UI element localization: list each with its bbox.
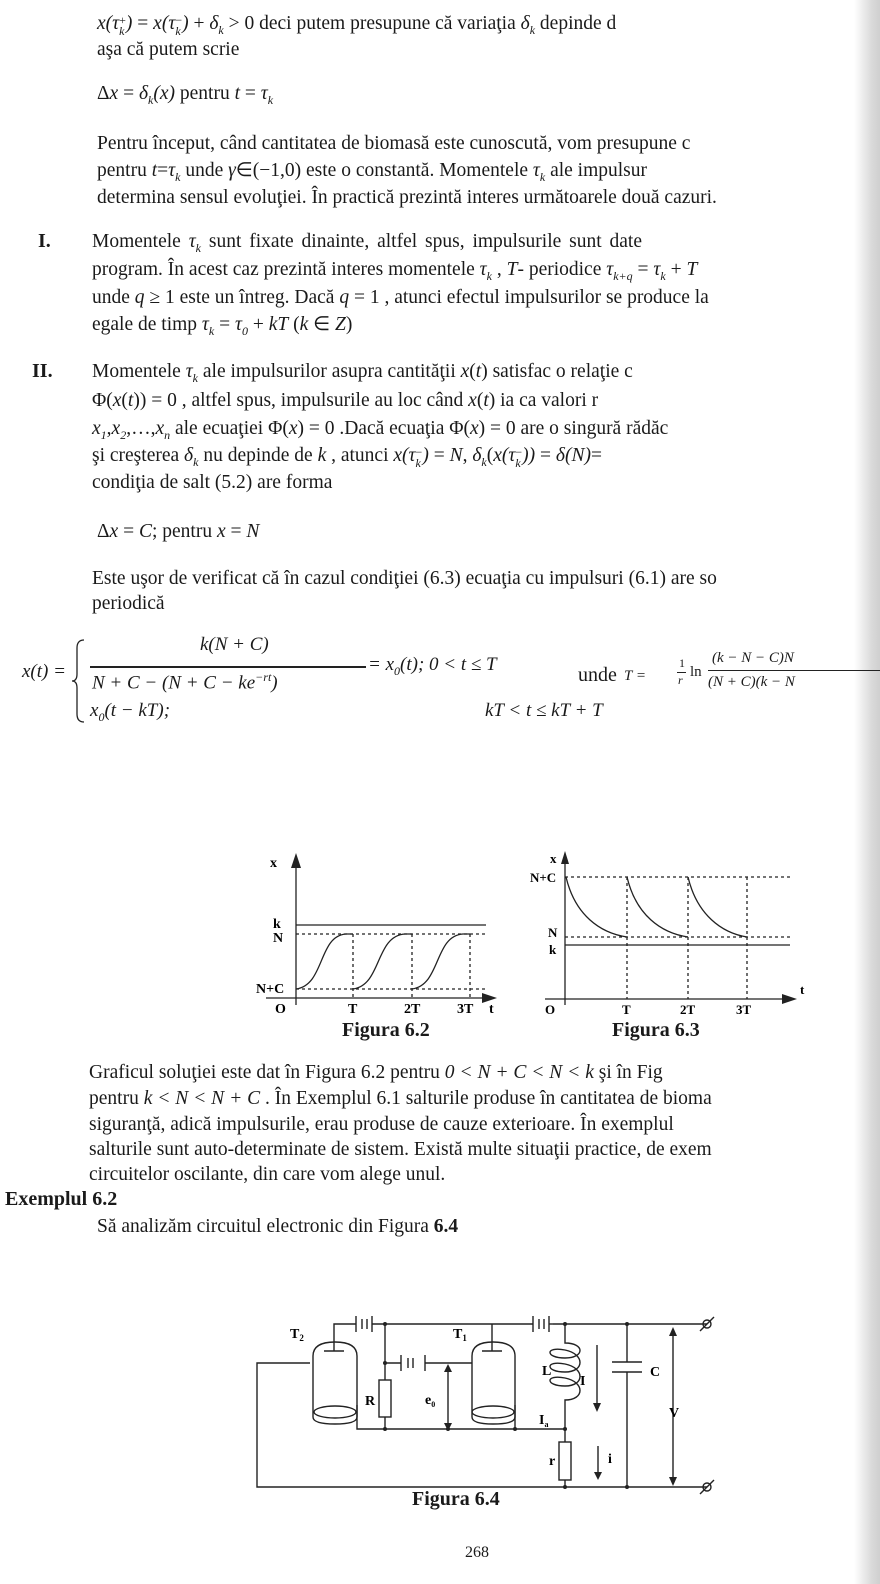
text-run: , [491, 259, 507, 280]
text-run: ,…, [126, 418, 156, 439]
text-run: + [665, 259, 687, 280]
math-symbol: )) [522, 445, 536, 466]
y-tick-NC: N+C [256, 982, 285, 997]
text-run: aşa că putem scrie [97, 39, 240, 60]
math-symbol: t [234, 83, 241, 104]
math-symbol: δ [520, 13, 530, 34]
fraction-bar [90, 666, 366, 668]
text-run: Δ [97, 83, 110, 104]
origin-label: O [545, 1002, 556, 1017]
text-line [92, 389, 598, 413]
text-run: pentru [89, 1088, 144, 1109]
subscript: 0 [241, 324, 248, 338]
solution-curve [688, 877, 747, 937]
formula-row2 [90, 700, 170, 725]
x-axis-arrow [782, 994, 797, 1004]
text-run: , atunci [326, 445, 394, 466]
math-symbol: (x) [153, 83, 176, 104]
label-T2: $T_2$ [290, 1327, 304, 1343]
math-symbol: t [483, 390, 489, 411]
text-run: ( [121, 390, 128, 411]
page-number: 268 [465, 1544, 489, 1561]
text-run: = [132, 13, 154, 34]
subscript: k [148, 93, 154, 107]
x-tick-2T: 2T [680, 1002, 696, 1017]
math-symbol: γ [228, 160, 236, 181]
equation-delta-x [97, 82, 273, 112]
period-ln: ln [690, 664, 702, 680]
math-symbol: τ [532, 160, 540, 181]
math-symbol: x(τ [493, 445, 516, 466]
text-run: ( [469, 361, 476, 382]
math-symbol: x [216, 521, 226, 542]
text-run: = 1 , atunci efectul impulsurilor se produce la [349, 287, 709, 308]
text-line [92, 230, 642, 260]
rhs-tail: (t); 0 < t ≤ T [400, 654, 497, 675]
text-run: sunt fixate dinainte, altfel spus, impulsurile sunt date [201, 231, 643, 252]
math-symbol: 0 < N + C < N < k [444, 1062, 594, 1083]
period-denominator: (N + C)(k − N [708, 674, 795, 690]
math-symbol: x [155, 418, 165, 439]
text-run: = [225, 521, 247, 542]
text-run: , [462, 445, 473, 466]
math-symbol: t [151, 160, 158, 181]
denominator-text: N + C − (N + C − ke [92, 672, 256, 694]
text-run: = [590, 445, 602, 466]
text-line [89, 1087, 712, 1111]
subscript: k [175, 170, 181, 184]
text-run: Δ [97, 521, 110, 542]
math-symbol: x [112, 390, 122, 411]
text-run: Pentru început, când cantitatea de biomasă este cunoscută, vom presupune c [97, 133, 691, 154]
math-symbol: τ [188, 231, 196, 252]
formula-row2-condition: kT < t ≤ kT + T [485, 700, 603, 721]
battery-top-right [533, 1316, 549, 1332]
subscript: n [164, 428, 171, 442]
text-run: )) = 0 , altfel spus, impulsurile au loc când [133, 390, 469, 411]
subscript: k [208, 324, 215, 338]
text-run: ale ecuaţiei Φ( [170, 418, 289, 439]
math-symbol: t [127, 390, 134, 411]
math-symbol: τ [201, 314, 209, 335]
formula-lhs: x(t) = [22, 661, 66, 682]
math-symbol: x [109, 521, 119, 542]
resistor-R [379, 1380, 391, 1417]
text-run: condiţia de salt (5.2) are forma [92, 472, 333, 493]
text-line [92, 258, 697, 288]
text-run: . În Exemplul 6.1 salturile produse în cantitatea de bioma [260, 1088, 712, 1109]
text-run: ( [486, 445, 494, 466]
subscript: k [486, 269, 492, 283]
x-tick-T: T [622, 1002, 631, 1017]
math-symbol: τ [479, 259, 487, 280]
math-symbol: kT [268, 314, 289, 335]
x-axis-label: t [489, 1002, 494, 1017]
label-r: r [549, 1454, 556, 1469]
math-symbol: δ(N) [555, 445, 591, 466]
x-axis-label: t [800, 982, 805, 997]
math-symbol: δ [472, 445, 482, 466]
formula-brace [70, 638, 86, 724]
subscript: k [267, 93, 274, 107]
text-run: pentru [97, 160, 152, 181]
text-run: determina sensul evoluţiei. În practică prezintă interes următoarele două cazuri. [97, 187, 717, 208]
text-line [92, 313, 352, 343]
math-symbol: τ [234, 314, 242, 335]
text-line [92, 286, 709, 310]
tube-T2 [313, 1342, 357, 1424]
text-run: Graficul soluţiei este dat în Figura 6.2 pentru [89, 1062, 445, 1083]
label-e0: $e_0$ [425, 1393, 436, 1409]
text-line [92, 360, 633, 390]
math-symbol: x [469, 418, 479, 439]
text-run: unde [180, 160, 229, 181]
math-symbol: N [246, 521, 260, 542]
capacitor-C [612, 1324, 642, 1487]
text-run: Este uşor de verificat că în cazul condiţiei (6.3) ecuaţia cu impulsuri (6.1) are so [92, 568, 717, 589]
case-label-1: I. [38, 230, 51, 252]
math-symbol: τ [185, 361, 193, 382]
text-run: Momentele [92, 361, 186, 382]
math-symbol: ) [422, 445, 429, 466]
text-line [92, 417, 668, 447]
battery-grid [401, 1355, 425, 1371]
text-line [97, 159, 647, 189]
text-run: program. În acest caz prezintă interes momentele [92, 259, 480, 280]
text-run: ≥ 1 este un întreg. Dacă [144, 287, 340, 308]
text-run: + [247, 314, 269, 335]
math-symbol: x(τ [393, 445, 416, 466]
resistor-r [559, 1442, 571, 1480]
text-run: ∈(−1,0) este o constantă. Momentele [235, 160, 533, 181]
text-line [89, 1138, 712, 1162]
text-run: Φ( [92, 390, 113, 411]
y-tick-k: k [273, 917, 281, 932]
text-run: ) = 0 are o singură rădăc [478, 418, 669, 439]
y-axis-arrow [291, 853, 301, 868]
y-tick-k: k [549, 942, 557, 957]
text-run: = [632, 259, 654, 280]
text-run: = [157, 160, 169, 181]
subscript: 2 [120, 428, 127, 442]
text-run: = [535, 445, 556, 466]
text-line [97, 132, 690, 156]
math-symbol: ) [125, 13, 133, 34]
math-symbol: x [109, 83, 119, 104]
math-symbol: δ [184, 445, 194, 466]
text-line [97, 38, 239, 62]
text-run: > 0 deci putem presupune că variaţia [223, 13, 521, 34]
subscript: k [195, 241, 201, 255]
period-numerator: (k − N − C)N [712, 650, 794, 666]
y-tick-NC: N+C [530, 870, 557, 885]
bold-ref: 6.4 [433, 1216, 459, 1237]
text-line [97, 1215, 458, 1239]
subscript: k [539, 170, 546, 184]
figure-6-2-caption: Figura 6.2 [342, 1019, 430, 1041]
math-symbol: x [288, 418, 298, 439]
text-line [89, 1113, 674, 1137]
math-symbol: q [134, 287, 145, 308]
math-symbol: k < N < N + C [143, 1088, 261, 1109]
math-symbol: T [506, 259, 518, 280]
text-run: ( [288, 314, 300, 335]
section-heading: Exemplul 6.2 [5, 1188, 118, 1210]
math-symbol: T [686, 259, 698, 280]
label-C: C [650, 1365, 661, 1380]
text-run: depinde d [535, 13, 617, 34]
math-symbol: N [449, 445, 463, 466]
text-run: ) satisfac o relaţie c [481, 361, 633, 382]
text-run: = [240, 83, 261, 104]
text-run: = [428, 445, 450, 466]
math-symbol: C [138, 521, 152, 542]
text-run: Momentele [92, 231, 189, 252]
text-run: salturile sunt auto-determinate de sistem. Există multe situaţii practice, de exem [89, 1139, 712, 1160]
subscript: 1 [100, 428, 107, 442]
text-run: ale impulsurilor asupra cantităţii [198, 361, 461, 382]
text-run: unde [92, 287, 135, 308]
rhs-text: = x [368, 654, 395, 675]
text-run: - periodice [517, 259, 607, 280]
text-run: ∈ [308, 314, 335, 335]
figures-6-2-6-3 [0, 840, 880, 1020]
text-run: ; pentru [151, 521, 217, 542]
math-symbol: x [111, 418, 121, 439]
y-axis-arrow [561, 851, 569, 864]
text-line [97, 186, 717, 210]
text-run: = [118, 521, 139, 542]
label-Ia: $I_a$ [539, 1413, 549, 1429]
formula-row1-rhs [368, 654, 497, 679]
formula-numerator: k(N + C) [200, 634, 269, 655]
math-symbol: τ [653, 259, 661, 280]
period-T-lhs: T = [624, 668, 646, 684]
math-symbol: k [317, 445, 327, 466]
math-symbol: τ [168, 160, 176, 181]
label-R: R [365, 1394, 376, 1409]
x-tick-3T: 3T [736, 1002, 752, 1017]
equation-jump [97, 520, 259, 544]
subscript: k [192, 371, 198, 385]
circuit-diagram [0, 1280, 880, 1510]
math-symbol: x(τ [153, 13, 176, 34]
text-line [89, 1163, 445, 1187]
x-tick-2T: 2T [404, 1002, 421, 1017]
solution-curve [566, 877, 627, 937]
figure-6-4-caption: Figura 6.4 [412, 1488, 500, 1510]
row2-tail: (t − kT); [104, 700, 171, 721]
text-run: ( [476, 390, 484, 411]
text-run: ale impulsur [545, 160, 648, 181]
text-run: egale de timp [92, 314, 202, 335]
row2-sub: 0 [98, 709, 105, 724]
figure-6-3-caption: Figura 6.3 [612, 1019, 700, 1041]
text-run: = [118, 83, 139, 104]
text-run: Să analizăm circuitul electronic din Figura [97, 1216, 434, 1237]
label-L: L [542, 1364, 552, 1379]
text-run: ) = 0 .Dacă ecuaţia Φ( [297, 418, 470, 439]
y-axis-label: x [270, 856, 277, 871]
math-symbol: x [92, 418, 101, 439]
subscript: k+q [613, 269, 633, 283]
text-run: , [106, 418, 112, 439]
text-run: ) ia ca valori r [488, 390, 599, 411]
math-symbol: δ [209, 13, 219, 34]
text-line [92, 567, 717, 591]
text-line [92, 471, 332, 495]
row2-text: x [90, 700, 99, 721]
text-run: periodică [92, 593, 165, 614]
x-tick-T: T [348, 1002, 358, 1017]
figure-6-3-plot [545, 851, 797, 1005]
solution-curve [296, 934, 353, 989]
text-line [89, 1061, 663, 1085]
label-I: I [580, 1374, 586, 1389]
period-coef-num: 1 [679, 656, 685, 670]
y-tick-N: N [273, 931, 284, 946]
text-line [92, 444, 602, 474]
y-axis-label: x [550, 851, 557, 866]
figure-6-2-plot [266, 853, 497, 1005]
sup-sub: + k [119, 13, 126, 38]
period-coef-den: r [678, 673, 683, 687]
text-line [92, 592, 165, 616]
math-symbol: Z [335, 314, 346, 335]
period-fraction-bar [708, 670, 880, 671]
sup-sub: − k [175, 13, 183, 38]
math-symbol: ) [182, 13, 189, 34]
math-symbol: τ [606, 259, 614, 280]
tube-T1 [472, 1342, 515, 1424]
math-symbol: x [468, 390, 477, 411]
label-i: i [608, 1452, 612, 1467]
text-run: şi creşterea [92, 445, 185, 466]
formula-unde: unde [578, 664, 617, 686]
denominator-exponent: −rt [255, 670, 272, 684]
y-tick-N: N [548, 925, 558, 940]
text-run: siguranţă, adică impulsurile, erau produse de cauze exterioare. În exemplul [89, 1114, 674, 1135]
text-run: pentru [175, 83, 235, 104]
text-run: şi în Fig [593, 1062, 663, 1083]
text-run: = [214, 314, 235, 335]
subscript: k [193, 455, 199, 469]
origin-label: O [275, 1002, 286, 1017]
sup-sub: − k [515, 445, 523, 470]
subscript: k [660, 269, 666, 283]
subscript: k [481, 455, 487, 469]
text-run: ) [345, 314, 353, 335]
subscript: k [529, 23, 536, 37]
math-symbol: x(τ [97, 13, 120, 34]
solution-curve [353, 934, 412, 989]
math-symbol: x [460, 361, 470, 382]
text-run: circuitelor oscilante, din care vom alege unul. [89, 1164, 446, 1185]
text-run: nu depinde de [198, 445, 318, 466]
rhs-sub: 0 [394, 663, 401, 678]
inductor-L [550, 1324, 580, 1429]
battery-top-left [356, 1316, 372, 1332]
label-T1: $T_1$ [453, 1327, 467, 1343]
math-symbol: q [339, 287, 350, 308]
case-label-2: II. [32, 360, 53, 382]
math-symbol: τ [260, 83, 268, 104]
denominator-close: ) [271, 672, 278, 694]
math-symbol: t [475, 361, 482, 382]
math-symbol: k [299, 314, 309, 335]
text-run: + [188, 13, 210, 34]
math-symbol: δ [138, 83, 149, 104]
formula-denominator [92, 670, 278, 694]
sup-sub: − k [415, 445, 423, 470]
solution-curve [627, 877, 688, 937]
subscript: k [218, 23, 224, 37]
solution-curve [412, 934, 470, 989]
x-tick-3T: 3T [457, 1002, 474, 1017]
label-V: V [669, 1406, 680, 1421]
